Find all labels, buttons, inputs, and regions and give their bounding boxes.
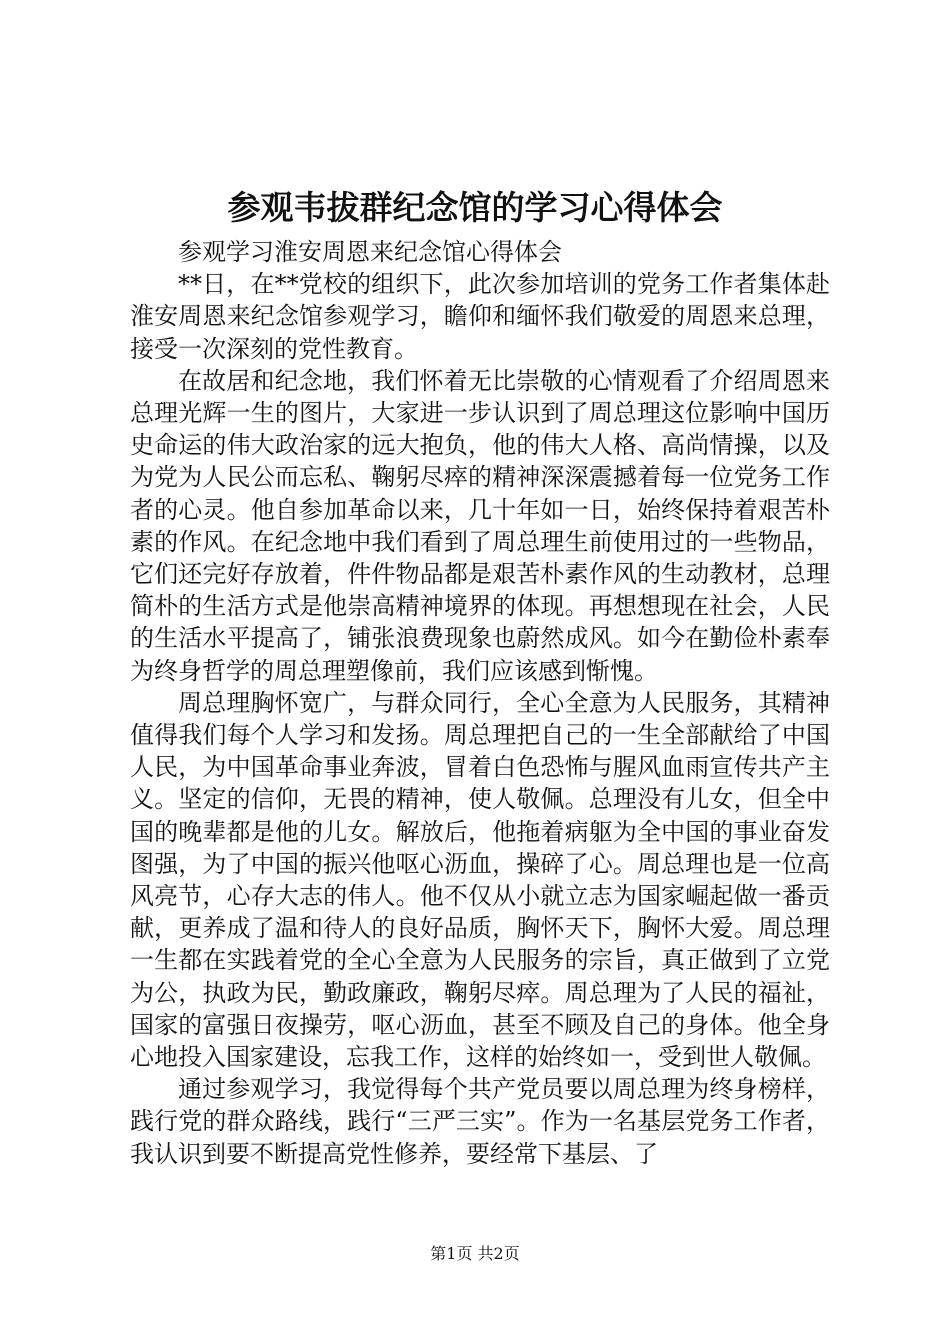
paragraph-character: 周总理胸怀宽广，与群众同行，全心全意为人民服务，其精神值得我们每个人学习和发扬。周总理把自己的一生全部献给了中国人民，为中国革命事业奔波，冒着白色恐怖与腥风血雨宣传共产主义。坚定的信仰，无畏的精神，使人敬佩。总理没有儿女，但全中国的晚辈都是他的儿女。解放后，他拖着病躯为全中国的事业奋发图强，为了中国的振兴他呕心沥血，操碎了心。周总理也是一位高风亮节，心存大志的伟人。他不仅从小就立志为国家崛起做一番贡献，更养成了温和待人的良好品质，胸怀天下，胸怀大爱。周总理一生都在实践着党的全心全意为人民服务的宗旨，真正做到了立党为公，执政为民，勤政廉政，鞠躬尽瘁。周总理为了人民的福祉，国家的富强日夜操劳，呕心沥血，甚至不顾及自己的身体。他全身心地投入国家建设，忘我工作，这样的始终如一，受到世人敬佩。 xyxy=(130,688,830,1072)
paragraph-subtitle: 参观学习淮安周恩来纪念馆心得体会 xyxy=(178,238,562,266)
paragraph-intro: **日，在**党校的组织下，此次参加培训的党务工作者集体赴淮安周恩来纪念馆参观学习，瞻仰和缅怀我们敬爱的周恩来总理，接受一次深刻的党性教育。 xyxy=(130,270,830,363)
document-title: 参观韦拔群纪念馆的学习心得体会 xyxy=(227,188,723,227)
page-number-footer: 第1页 共2页 xyxy=(430,1244,520,1263)
document-body xyxy=(130,236,830,1170)
paragraph-conclusion: 通过参观学习，我觉得每个共产党员要以周总理为终身榜样，践行党的群众路线，践行“三严三实”。作为一名基层党务工作者，我认识到要不断提高党性修养，要经常下基层、了 xyxy=(130,1075,830,1168)
paragraph-memorial: 在故居和纪念地，我们怀着无比崇敬的心情观看了介绍周恩来总理光辉一生的图片，大家进一步认识到了周总理这位影响中国历史命运的伟大政治家的远大抱负，他的伟大人格、高尚情操，以及为党为人民公而忘私、鞠躬尽瘁的精神深深震撼着每一位党务工作者的心灵。他自参加革命以来，几十年如一日，始终保持着艰苦朴素的作风。在纪念地中我们看到了周总理生前使用过的一些物品，它们还完好存放着，件件物品都是艰苦朴素作风的生动教材，总理简朴的生活方式是他崇高精神境界的体现。再想想现在社会，人民的生活水平提高了，铺张浪费现象也蔚然成风。如今在勤俭朴素奉为终身哲学的周总理塑像前，我们应该感到惭愧。 xyxy=(130,366,830,685)
